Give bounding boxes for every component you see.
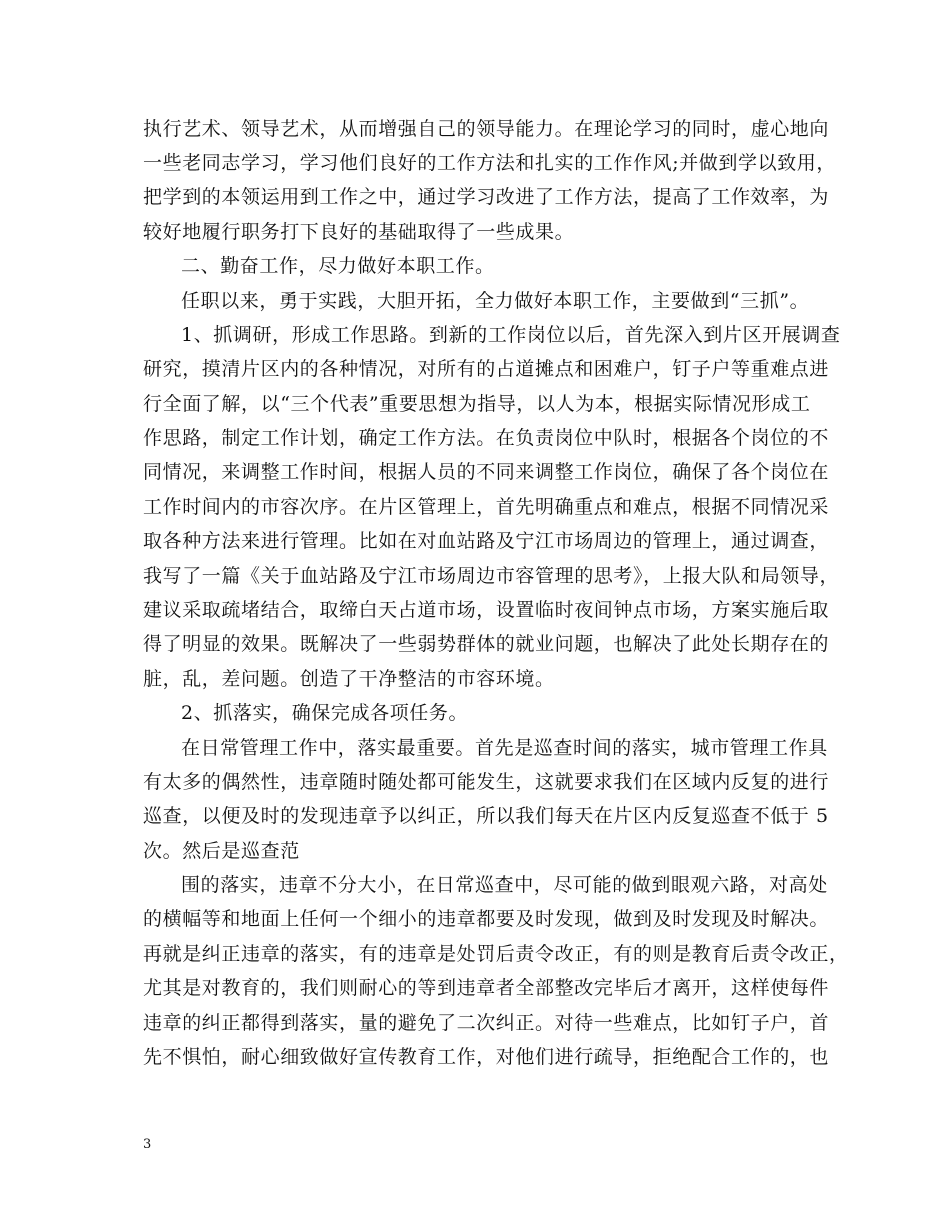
text-line: 行全面了解，以“三个代表”重要思想为指导，以人为本，根据实际情况形成工 [143,393,811,415]
text-line: 违章的纠正都得到落实，量的避免了二次纠正。对待一些难点，比如钉子户，首 [143,1012,830,1034]
sub-heading-line: 2、抓落实，确保完成各项任务。 [181,702,469,724]
text-line: 尤其是对教育的，我们则耐心的等到违章者全部整改完毕后才离开，这样使每件 [143,977,830,999]
page-number: 3 [143,1137,152,1152]
text-line: 再就是纠正违章的落实，有的违章是处罚后责令改正，有的则是教育后责令改正， [143,943,849,965]
text-line: 巡查，以便及时的发现违章予以纠正，所以我们每天在片区内反复巡查不低于 5 [143,805,829,827]
text-line: 同情况，来调整工作时间，根据人员的不同来调整工作岗位，确保了各个岗位在 [143,461,830,483]
text-line: 作思路，制定工作计划，确定工作方法。在负责岗位中队时，根据各个岗位的不 [143,427,830,449]
text-line: 取各种方法来进行管理。比如在对血站路及宁江市场周边的管理上，通过调查， [143,530,830,552]
text-line: 一些老同志学习，学习他们良好的工作方法和扎实的工作作风;并做到学以致用， [143,152,837,174]
text-line: 工作时间内的市容次序。在片区管理上，首先明确重点和难点，根据不同情况采 [143,496,830,518]
text-line: 较好地履行职务打下良好的基础取得了一些成果。 [143,221,575,243]
text-line: 执行艺术、领导艺术，从而增强自己的领导能力。在理论学习的同时，虚心地向 [143,118,830,140]
text-line: 围的落实，违章不分大小，在日常巡查中，尽可能的做到眼观六路，对高处 [181,874,828,896]
text-line: 有太多的偶然性，违章随时随处都可能发生，这就要求我们在区域内反复的进行 [143,771,830,793]
text-line: 先不惧怕，耐心细致做好宣传教育工作，对他们进行疏导，拒绝配合工作的，也 [143,1046,830,1068]
sub-heading-line: 1、抓调研，形成工作思路。到新的工作岗位以后，首先深入到片区开展调查 [181,324,841,346]
text-line: 次。然后是巡查范 [143,840,300,862]
text-line: 得了明显的效果。既解决了一些弱势群体的就业问题，也解决了此处长期存在的 [143,633,830,655]
text-line: 的横幅等和地面上任何一个细小的违章都要及时发现，做到及时发现及时解决。 [143,908,830,930]
section-heading: 二、勤奋工作，尽力做好本职工作。 [181,255,495,277]
text-line: 脏，乱，差问题。创造了干净整洁的市容环境。 [143,668,555,690]
text-line: 我写了一篇《关于血站路及宁江市场周边市容管理的思考》，上报大队和局领导， [143,565,840,587]
text-line: 在日常管理工作中，落实最重要。首先是巡查时间的落实，城市管理工作具 [181,737,828,759]
text-line: 建议采取疏堵结合，取缔白天占道市场，设置临时夜间钟点市场，方案实施后取 [143,599,830,621]
text-line: 研究，摸清片区内的各种情况，对所有的占道摊点和困难户，钉子户等重难点进 [143,358,830,380]
text-line: 任职以来，勇于实践，大胆开拓，全力做好本职工作，主要做到“三抓”。 [181,290,810,312]
text-line: 把学到的本领运用到工作之中，通过学习改进了工作方法，提高了工作效率，为 [143,186,830,208]
